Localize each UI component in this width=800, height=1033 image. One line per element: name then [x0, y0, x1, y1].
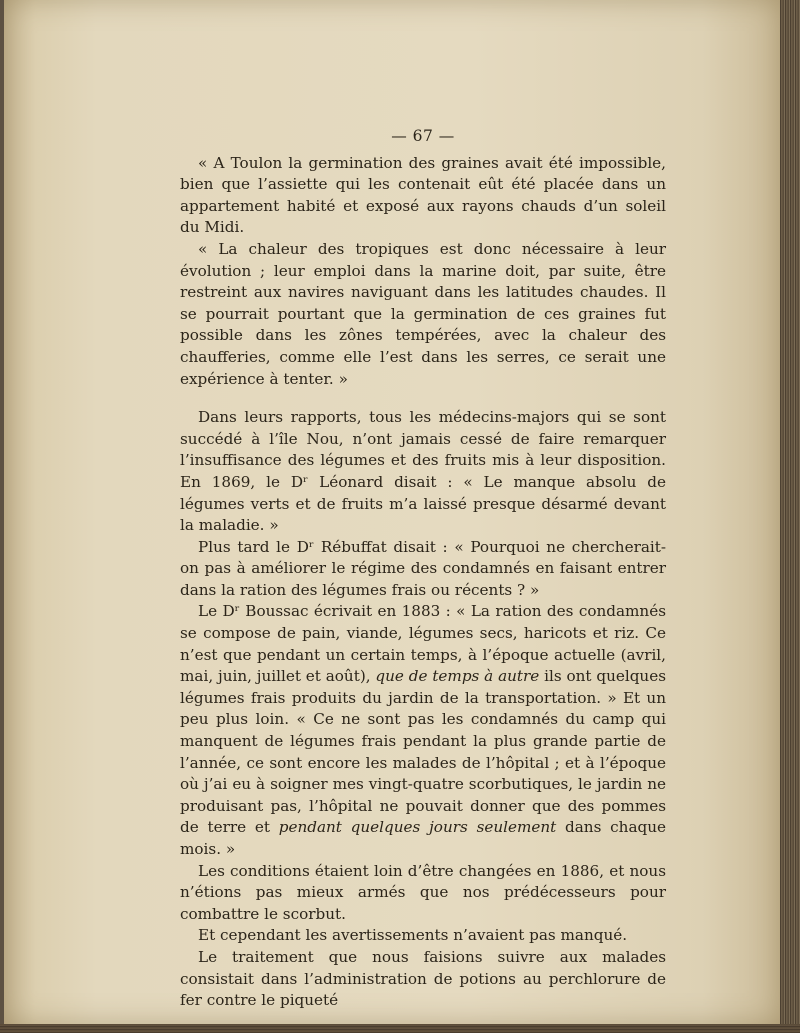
bottom-page-edge [0, 1024, 800, 1033]
paragraph-boussac [180, 601, 666, 860]
italic-text: pendant quelques jours seulement [278, 818, 557, 837]
italic-text: que de temps à autre [375, 667, 540, 686]
paragraph: Dans leurs rapports, tous les médecins-majors qui se sont succédé à l’île Nou, n’ont jamais cessé de faire remarquer l’insuffisance des légumes et des fruits mis à leur disposition. En 1869, le Dʳ Léonard disait : « Le manque absolu de légumes verts et de fruits m’a laissé presque désarmé devant la maladie. » [180, 408, 666, 535]
paragraph: « La chaleur des tropiques est donc nécessaire à leur évolution ; leur emploi dans la marine doit, par suite, être restreint aux navires naviguant dans les latitudes chaudes. Il se pourrait pourtant que la germination de ces graines fut possible dans les zônes tempérées, avec la chaleur des chaufferies, comme elle l’est dans les serres, ce serait une expérience à tenter. » [180, 239, 666, 388]
text-run: ils ont quelques légumes frais produits du jardin de la transportation. » Et un peu plus loin. « Ce ne sont pas les condamnés du camp qui manquent de légumes frais pendant la plus grande partie de l’année, ce sont encore les malades de l’hôpital ; et à l’époque où j’ai eu à soigner mes vingt-quatre scorbutiques, le jardin ne produisant pas, l’hôpital ne pouvait donner que des pommes de terre et [180, 667, 666, 837]
paragraph: Et cependant les avertissements n’avaient pas manqué. [198, 926, 628, 945]
text-run: dans chaque mois. » [180, 818, 666, 858]
text-run: Le Dʳ Boussac écrivait en 1883 : « La ration des condamnés se compose de pain, viande, légumes secs, haricots et riz. Ce n’est que pendant un certain temps, à l’époque actuelle (avril, mai, juin, juillet et août), [180, 602, 666, 686]
paragraph: « A Toulon la germination des graines avait été impossible, bien que l’assiette qui les contenait eût été placée dans un appartement habité et exposé aux rayons chauds d’un soleil du Midi. [180, 153, 666, 237]
paragraph: Les conditions étaient loin d’être changées en 1886, et nous n’étions pas mieux armés que nos prédécesseurs pour combattre le scorbut. [180, 861, 666, 923]
paragraph: Le traitement que nous faisions suivre aux malades consistait dans l’administration de potions au perchlorure de fer contre le piqueté [180, 947, 666, 1010]
page-text [180, 126, 666, 1012]
section-gap [180, 390, 666, 407]
page-edges [780, 0, 800, 1033]
page-number: — 67 — [391, 127, 455, 145]
paragraph: Plus tard le Dʳ Rébuffat disait : « Pourquoi ne chercherait-on pas à améliorer le régime des condamnés en faisant entrer dans la ration des légumes frais ou récents ? » [180, 537, 666, 599]
